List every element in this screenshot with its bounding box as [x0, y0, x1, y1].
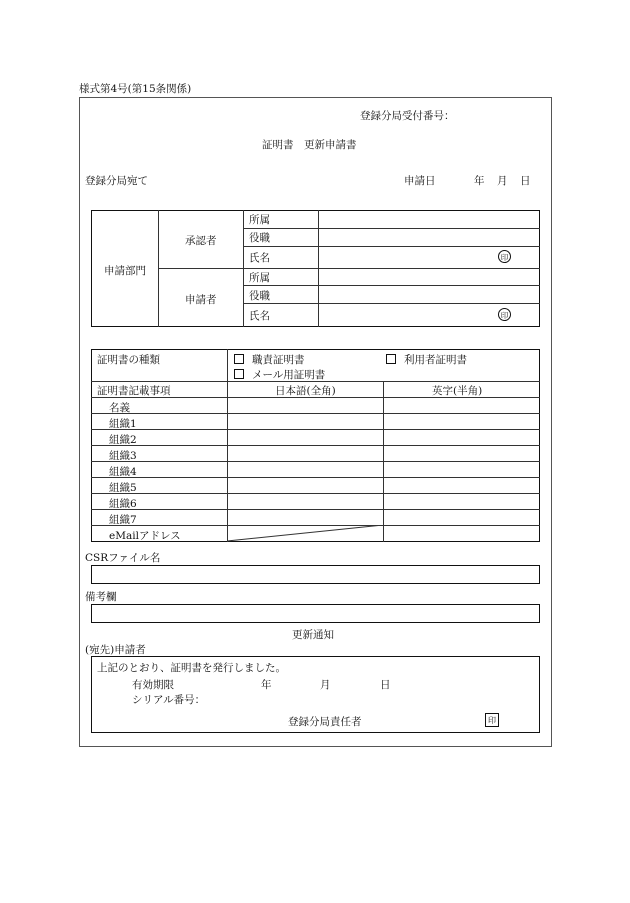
date-month: 月: [497, 175, 508, 187]
row-label-org6: 組織6: [109, 498, 137, 510]
signer-label: 登録分局責任者: [288, 716, 362, 728]
approver-affiliation-label: 所属: [249, 214, 270, 226]
validity-day: 日: [380, 679, 391, 691]
applicant-affiliation-label: 所属: [249, 272, 270, 284]
en-column-header: 英字(半角): [432, 385, 483, 397]
csr-field[interactable]: [91, 565, 540, 584]
applicant-label: 申請者: [185, 294, 217, 306]
validity-year: 年: [261, 679, 272, 691]
section-label: 申請部門: [104, 265, 146, 277]
applicant-name-label: 氏名: [249, 310, 270, 322]
notice-message: 上記のとおり、証明書を発行しました。: [97, 662, 286, 674]
jp-column-header: 日本語(全角): [275, 385, 336, 397]
csr-label: CSRファイル名: [85, 552, 161, 564]
email-jp-diagonal-line: [227, 525, 383, 542]
approver-seal-icon: 印: [498, 250, 511, 263]
checkbox-icon[interactable]: [234, 354, 244, 364]
serial-number-label: シリアル番号：: [132, 694, 206, 706]
fields-header: 証明書記載事項: [97, 385, 171, 397]
row-label-org7: 組織7: [109, 514, 137, 526]
form-number: 様式第4号(第15条関係): [79, 83, 192, 95]
cert-type-label: 証明書の種類: [97, 354, 160, 366]
row-label-email: eMailアドレス: [109, 530, 181, 542]
applicant-seal-icon: 印: [498, 308, 511, 321]
validity-month: 月: [320, 679, 331, 691]
notice-title: 更新通知: [292, 629, 334, 641]
signer-seal-icon: 印: [485, 713, 499, 727]
row-label-org1: 組織1: [109, 418, 137, 430]
remarks-label: 備考欄: [85, 591, 117, 603]
checkbox-icon[interactable]: [234, 369, 244, 379]
approver-position-label: 役職: [249, 232, 270, 244]
addressee: 登録分局宛て: [85, 175, 148, 187]
row-label-org4: 組織4: [109, 466, 137, 478]
approver-label: 承認者: [185, 235, 217, 247]
remarks-field[interactable]: [91, 604, 540, 623]
page-title: 証明書 更新申請書: [262, 139, 357, 151]
applicant-position-label: 役職: [249, 290, 270, 302]
row-label-org2: 組織2: [109, 434, 137, 446]
date-year: 年: [474, 175, 485, 187]
date-day: 日: [520, 175, 531, 187]
validity-label: 有効期限: [132, 679, 174, 691]
option-mail-cert[interactable]: メール用証明書: [234, 367, 325, 382]
option-user-cert[interactable]: 利用者証明書: [386, 352, 467, 367]
checkbox-icon[interactable]: [386, 354, 396, 364]
option-duty-cert[interactable]: 職責証明書: [234, 352, 305, 367]
approver-name-label: 氏名: [249, 252, 270, 264]
row-label-org5: 組織5: [109, 482, 137, 494]
row-label-name: 名義: [109, 402, 130, 414]
date-label: 申請日: [404, 175, 436, 187]
notice-to: (宛先)申請者: [85, 644, 146, 656]
row-label-org3: 組織3: [109, 450, 137, 462]
reception-number-label: 登録分局受付番号：: [360, 110, 455, 122]
